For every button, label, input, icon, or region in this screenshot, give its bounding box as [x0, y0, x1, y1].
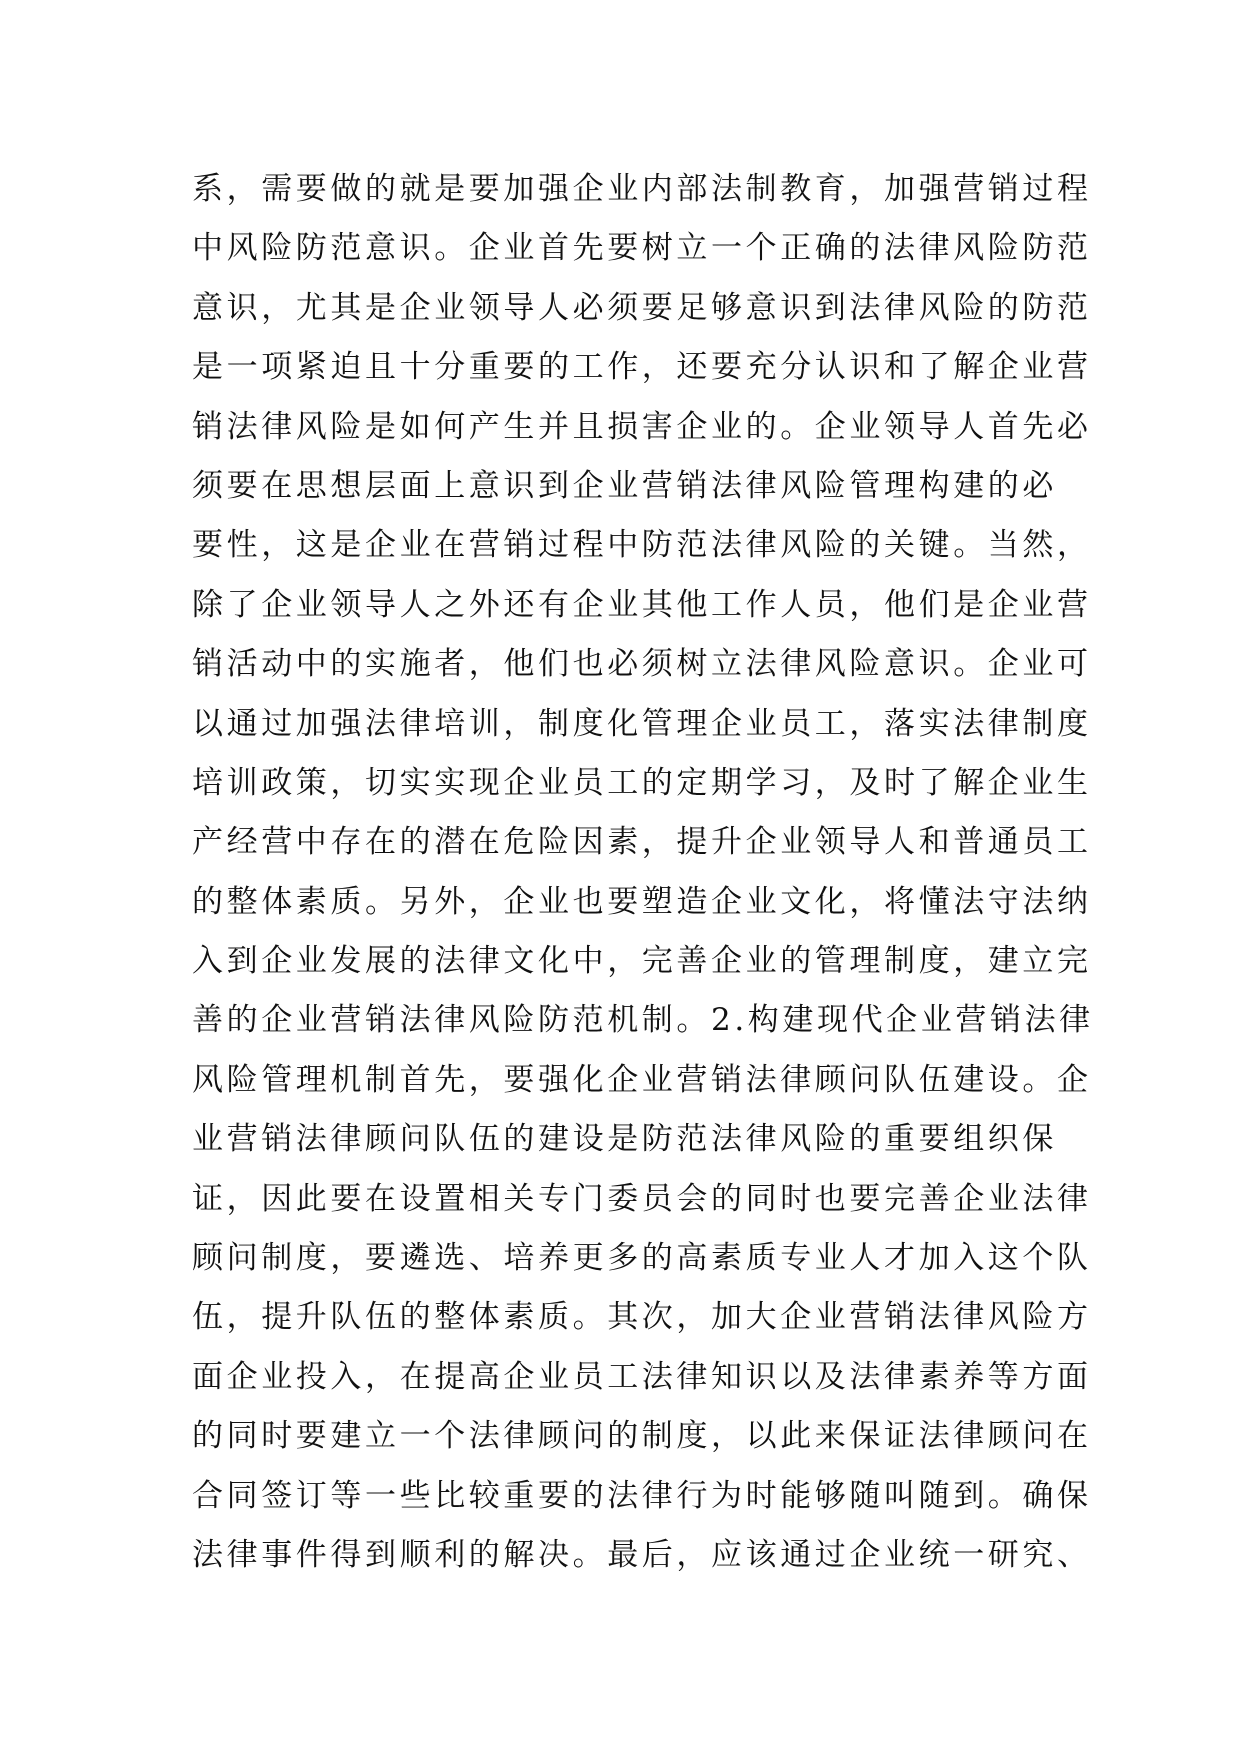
text-line: 产经营中存在的潜在危险因素，提升企业领导人和普通员工	[192, 824, 1092, 861]
text-line: 是一项紧迫且十分重要的工作，还要充分认识和了解企业营	[192, 349, 1092, 386]
text-line: 的同时要建立一个法律顾问的制度，以此来保证法律顾问在	[192, 1418, 1092, 1455]
text-line: 要性，这是企业在营销过程中防范法律风险的关键。当然，	[192, 527, 1092, 564]
text-line: 伍，提升队伍的整体素质。其次，加大企业营销法律风险方	[192, 1299, 1092, 1336]
text-line: 面企业投入，在提高企业员工法律知识以及法律素养等方面	[192, 1358, 1092, 1395]
body-text	[192, 160, 1094, 1585]
text-line: 销法律风险是如何产生并且损害企业的。企业领导人首先必	[192, 408, 1092, 445]
text-line: 的整体素质。另外，企业也要塑造企业文化，将懂法守法纳	[192, 883, 1092, 920]
text-line: 除了企业领导人之外还有企业其他工作人员，他们是企业营	[192, 586, 1092, 623]
text-line: 意识，尤其是企业领导人必须要足够意识到法律风险的防范	[192, 289, 1092, 326]
text-line: 销活动中的实施者，他们也必须树立法律风险意识。企业可	[192, 646, 1092, 683]
text-line: 善的企业营销法律风险防范机制。2.构建现代企业营销法律	[192, 1002, 1094, 1039]
text-line: 培训政策，切实实现企业员工的定期学习，及时了解企业生	[192, 764, 1092, 801]
text-line: 顾问制度，要遴选、培养更多的高素质专业人才加入这个队	[192, 1240, 1092, 1277]
text-line: 法律事件得到顺利的解决。最后，应该通过企业统一研究、	[192, 1536, 1092, 1573]
text-line: 合同签订等一些比较重要的法律行为时能够随叫随到。确保	[192, 1477, 1092, 1514]
text-line: 须要在思想层面上意识到企业营销法律风险管理构建的必	[192, 467, 1057, 504]
text-line: 以通过加强法律培训，制度化管理企业员工，落实法律制度	[192, 705, 1092, 742]
text-line: 证，因此要在设置相关专门委员会的同时也要完善企业法律	[192, 1180, 1092, 1217]
text-line: 系，需要做的就是要加强企业内部法制教育，加强营销过程	[192, 171, 1092, 207]
text-line: 入到企业发展的法律文化中，完善企业的管理制度，建立完	[192, 943, 1092, 980]
text-line: 风险管理机制首先，要强化企业营销法律顾问队伍建设。企	[192, 1061, 1092, 1098]
text-line: 业营销法律顾问队伍的建设是防范法律风险的重要组织保	[192, 1121, 1057, 1158]
text-line: 中风险防范意识。企业首先要树立一个正确的法律风险防范	[192, 230, 1092, 267]
